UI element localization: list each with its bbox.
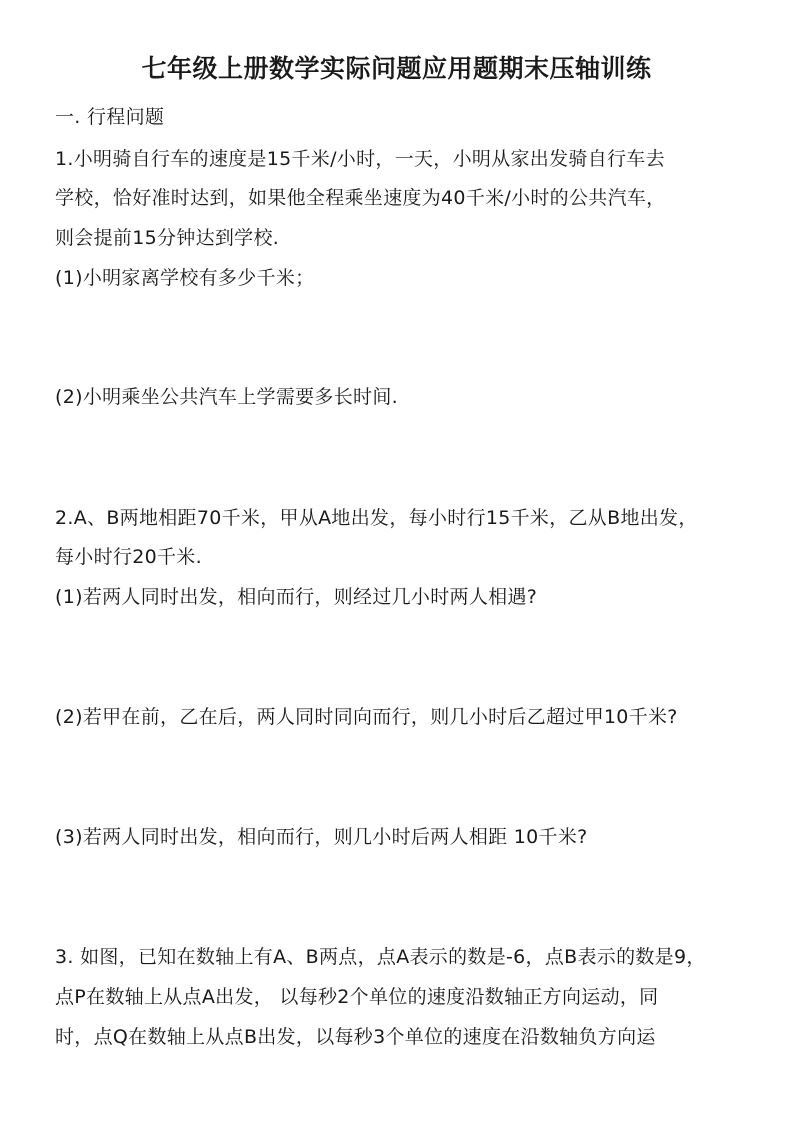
- problem-2-part-3: (3)若两人同时出发，相向而行，则几小时后两人相距 10千米?: [55, 826, 588, 848]
- problem-2-line-1: 2.A、B两地相距70千米，甲从A地出发，每小时行15千米，乙从B地出发，: [55, 507, 698, 529]
- page-title: 七年级上册数学实际问题应用题期末压轴训练: [141, 54, 652, 83]
- problem-2-part-2: (2)若甲在前，乙在后，两人同时同向而行，则几小时后乙超过甲10千米?: [55, 706, 678, 728]
- problem-1-part-1: (1)小明家离学校有多少千米；: [55, 267, 315, 289]
- section-heading: 一. 行程问题: [55, 106, 165, 128]
- problem-2-part-1: (1)若两人同时出发，相向而行，则经过几小时两人相遇?: [55, 586, 538, 608]
- problem-3-line-2: 点P在数轴上从点A出发， 以每秒2个单位的速度沿数轴正方向运动，同: [55, 986, 659, 1008]
- problem-1-line-2: 学校，恰好准时达到，如果他全程乘坐速度为40千米/小时的公共汽车，: [55, 187, 666, 209]
- problem-1-part-2: (2)小明乘坐公共汽车上学需要多长时间.: [55, 386, 398, 408]
- problem-1-line-3: 则会提前15分钟达到学校.: [55, 227, 280, 249]
- problem-3-line-3: 时，点Q在数轴上从点B出发，以每秒3个单位的速度在沿数轴负方向运: [55, 1026, 656, 1048]
- problem-3-line-1: 3. 如图，已知在数轴上有A、B两点，点A表示的数是-6，点B表示的数是9，: [55, 946, 706, 968]
- problem-1-line-1: 1.小明骑自行车的速度是15千米/小时，一天，小明从家出发骑自行车去: [55, 148, 665, 170]
- problem-2-line-2: 每小时行20千米.: [55, 546, 202, 568]
